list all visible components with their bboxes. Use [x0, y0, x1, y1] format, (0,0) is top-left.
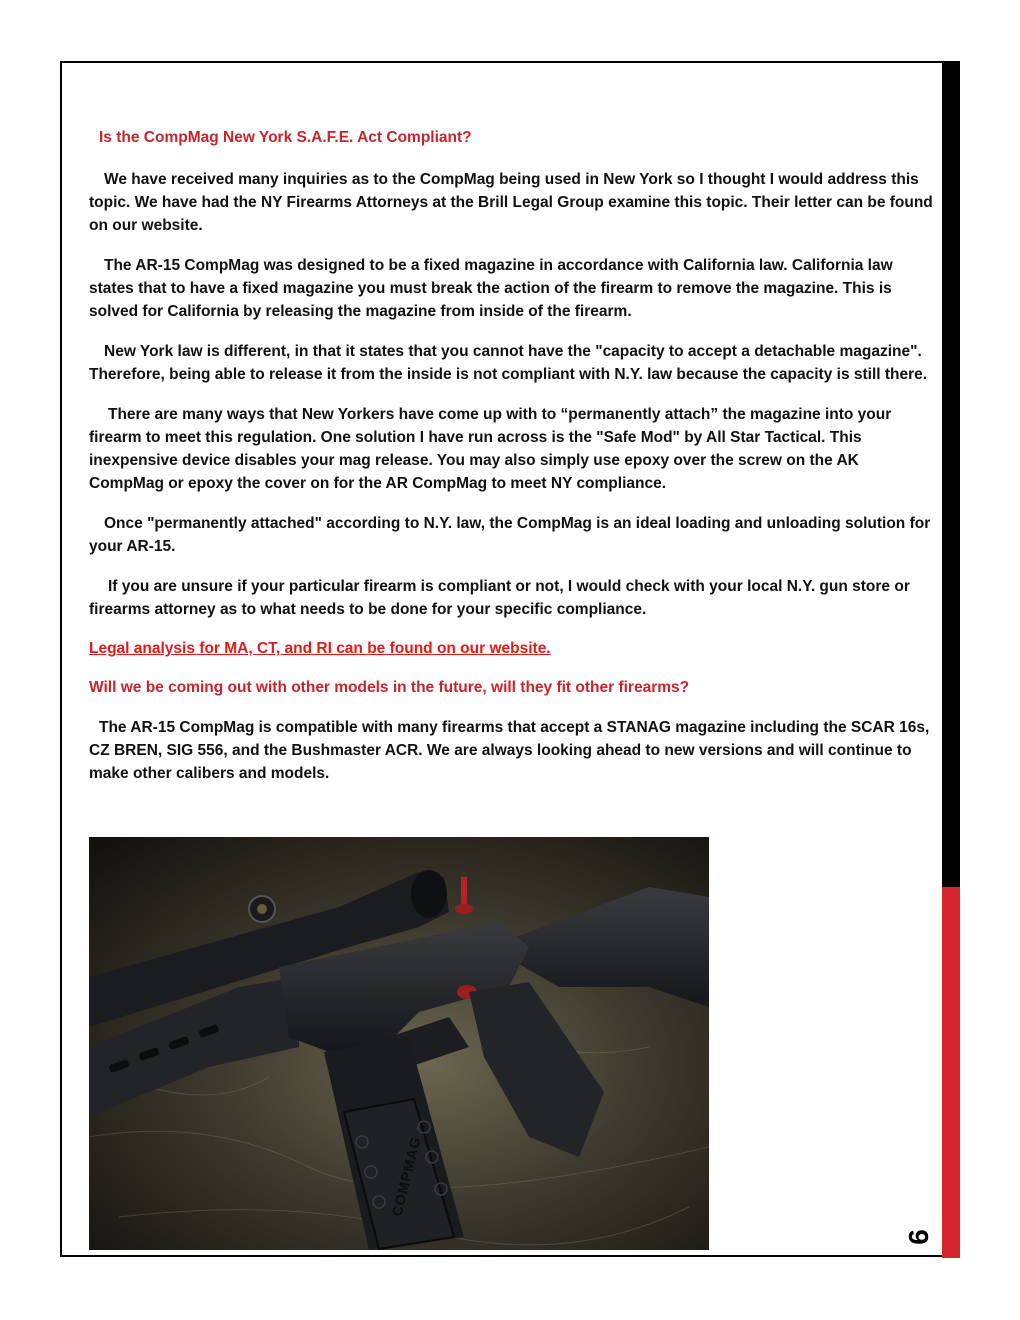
magazine-marking: COMPMAG — [388, 1134, 424, 1218]
page-number: 9 — [903, 1229, 934, 1245]
paragraph-ideal-solution: Once "permanently attached" according to N.Y. law, the CompMag is an ideal loading and unloading solution for your AR-15. — [89, 515, 931, 555]
paragraph-california-law: The AR-15 CompMag was designed to be a fixed magazine in accordance with California law. California law states that to have a fixed magazine you must break the action of the firearm to remove the magazine. This is solved for California by releasing the magazine from inside of the firearm. — [89, 257, 893, 320]
legal-analysis-link[interactable]: Legal analysis for MA, CT, and RI can be found on our website. — [89, 640, 551, 657]
paragraph-permanently-attach: There are many ways that New Yorkers have come up with to “permanently attach” the magazine into your firearm to meet this regulation. One solution I have run across is the "Safe Mod" by All Star Tactical. This inexpensive device disables your mag release. You may also simply use epoxy over the screw on the AK CompMag or epoxy the cover on for the AR CompMag to meet NY compliance. — [89, 406, 892, 492]
side-bar-red — [942, 887, 960, 1258]
paragraph-new-york-law: New York law is different, in that it states that you cannot have the "capacity to accept a detachable magazine". Therefore, being able to release it from the inside is not compliant with N.Y. law because the capacity is still there. — [89, 343, 928, 383]
rifle-photo — [89, 837, 709, 1250]
paragraph-compatibility: The AR-15 CompMag is compatible with many firearms that accept a STANAG magazine including the SCAR 16s, CZ BREN, SIG 556, and the Bushmaster ACR. We are always looking ahead to new versions and will continue to make other calibers and models. — [89, 719, 930, 782]
side-bar-black — [942, 61, 960, 887]
section-heading-other-models: Will we be coming out with other models in the future, will they fit other firearms? — [89, 679, 690, 696]
section-heading-ny-safe-act: Is the CompMag New York S.A.F.E. Act Compliant? — [99, 129, 472, 146]
paragraph-inquiries: We have received many inquiries as to the CompMag being used in New York so I thought I would address this topic. We have had the NY Firearms Attorneys at the Brill Legal Group examine this topic. Their letter can be found on our website. — [89, 171, 933, 234]
paragraph-check-compliance: If you are unsure if your particular firearm is compliant or not, I would check with your local N.Y. gun store or firearms attorney as to what needs to be done for your specific compliance. — [89, 578, 910, 618]
article-body — [89, 127, 934, 785]
